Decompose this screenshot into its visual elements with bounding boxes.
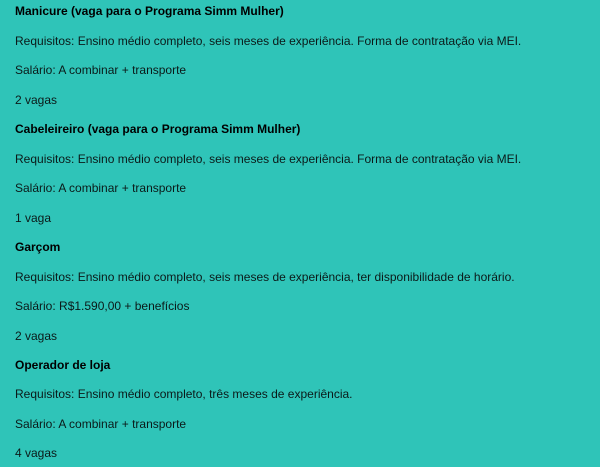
- job-openings: 4 vagas: [15, 446, 58, 460]
- job-requirements: Requisitos: Ensino médio completo, três meses de experiência.: [15, 387, 353, 401]
- job-requirements: Requisitos: Ensino médio completo, seis meses de experiência. Forma de contratação via MEI.: [15, 152, 522, 166]
- job-salary: Salário: R$1.590,00 + benefícios: [15, 299, 190, 313]
- job-title: Garçom: [15, 240, 61, 254]
- job-requirements: Requisitos: Ensino médio completo, seis meses de experiência, ter disponibilidade de horário.: [15, 270, 515, 284]
- job-salary: Salário: A combinar + transporte: [15, 181, 187, 195]
- job-title: Cabeleireiro (vaga para o Programa Simm Mulher): [15, 122, 301, 136]
- job-openings: 1 vaga: [15, 211, 52, 225]
- job-requirements: Requisitos: Ensino médio completo, seis meses de experiência. Forma de contratação via MEI.: [15, 34, 522, 48]
- job-title: Manicure (vaga para o Programa Simm Mulher): [15, 4, 284, 18]
- job-title: Operador de loja: [15, 358, 111, 372]
- job-openings: 2 vagas: [15, 329, 58, 343]
- job-openings: 2 vagas: [15, 93, 58, 107]
- job-salary: Salário: A combinar + transporte: [15, 63, 187, 77]
- job-salary: Salário: A combinar + transporte: [15, 417, 187, 431]
